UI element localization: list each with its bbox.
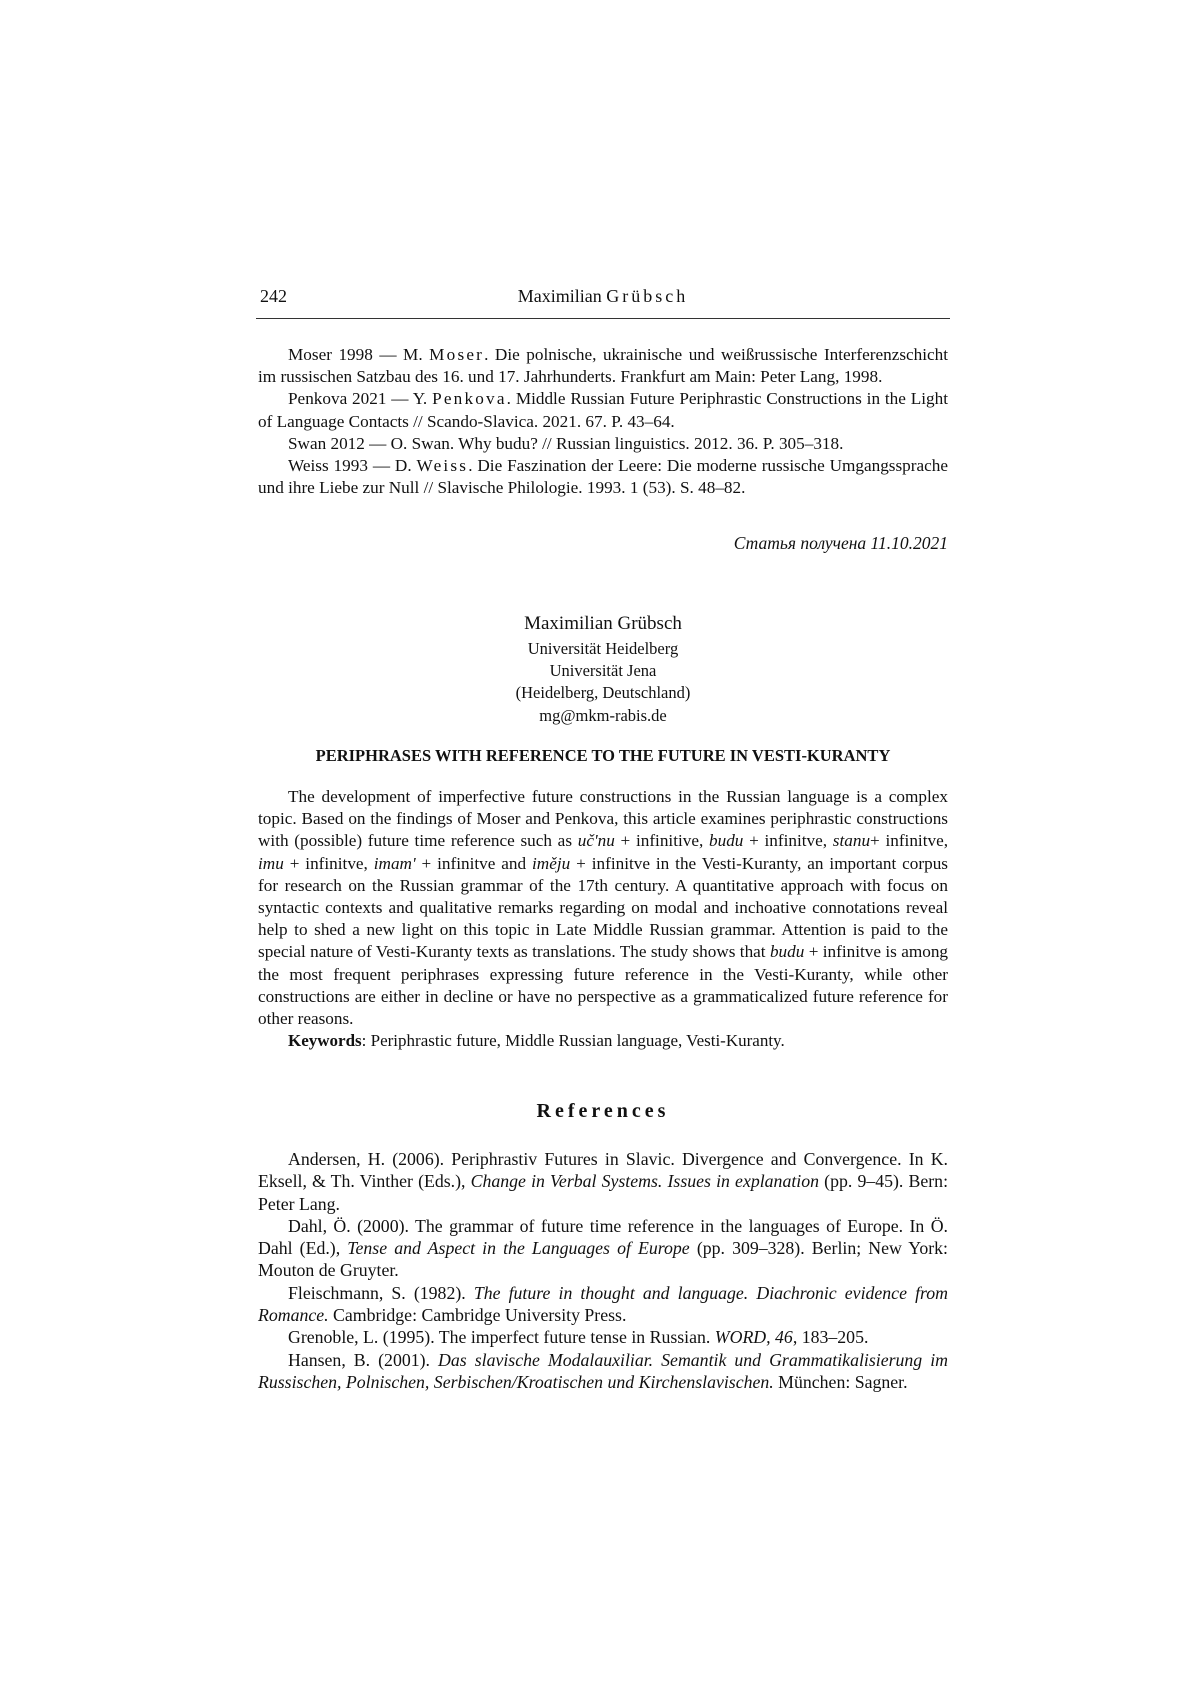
abstract xyxy=(258,786,948,1030)
bib-entry: Penkova 2021 — Y. Penkova. Middle Russian Future Periphrastic Constructions in the Light of Language Contacts // Scando-Slavica. 2021. 67. P. 43–64. xyxy=(258,389,948,431)
affiliation: Universität Heidelberg xyxy=(527,639,679,658)
reference-entry: Dahl, Ö. (2000). The grammar of future time reference in the languages of Europe. In Ö. Dahl (Ed.), Tense and Aspect in the Languages of Europe (pp. 309–328). Berlin; New York: Mouton de Gruyter. xyxy=(258,1215,948,1281)
bib-entry: Swan 2012 — O. Swan. Why budu? // Russian linguistics. 2012. 36. P. 305–318. xyxy=(288,433,844,453)
author-name: Maximilian Grübsch xyxy=(524,613,682,634)
author-email[interactable]: mg@mkm-rabis.de xyxy=(539,705,667,725)
bib-entry: Moser 1998 — M. Moser. Die polnische, ukrainische und weißrussische Interferenzschicht im russischen Satzbau des 16. und 17. Jahrhunderts. Frankfurt am Main: Peter Lang, 1998. xyxy=(258,345,949,387)
bib-entry: Weiss 1993 — D. Weiss. Die Faszination der Leere: Die moderne russische Umgangssprache und ihre Liebe zur Null // Slavische Philologie. 1993. 1 (53). S. 48–82. xyxy=(258,456,948,498)
author-location: (Heidelberg, Deutschland) xyxy=(515,683,691,703)
reference-entry: Grenoble, L. (1995). The imperfect future tense in Russian. WORD, 46, 183–205. xyxy=(288,1327,869,1348)
author-block xyxy=(258,610,948,727)
reference-entry: Hansen, B. (2001). Das slavische Modalauxiliar. Semantik und Grammatikalisierung im Russischen, Polnischen, Serbischen/Kroatischen und Kirchenslavischen. München: Sagner. xyxy=(258,1349,948,1392)
reference-entry: Fleischmann, S. (1982). The future in thought and language. Diachronic evidence from Romance. Cambridge: Cambridge University Press. xyxy=(258,1282,948,1326)
references-list xyxy=(258,1148,948,1393)
running-title-surname: Grübsch xyxy=(606,286,689,306)
abstract-paragraph: The development of imperfective future constructions in the Russian language is a complex topic. Based on the findings of Moser and Penkova, this article examines periphrastic constructions with (possible) future time reference such as uč'nu + infinitive, budu + infinitve, stanu+ infinitve, imu + infinitve, imam' + infinitve and iměju + infinitve in the Vesti-Kuranty, an important corpus for research on the Russian grammar of the 17th century. A quantitative approach with focus on syntactic contexts and qualitative remarks regarding on modal and inchoative connotations reveal help to shed a new light on this topic in Late Middle Russian grammar. Attention is paid to the special nature of Vesti-Kuranty texts as translations. The study shows that budu + infinitve is among the most frequent periphrases expressing future reference in the Vesti-Kuranty, while other constructions are either in decline or have no perspective as a grammaticalized future reference for other reasons. xyxy=(258,787,949,1029)
affiliation: Universität Jena xyxy=(549,661,657,681)
page-number: 242 xyxy=(260,286,287,306)
page-header xyxy=(256,286,950,319)
previous-bibliography xyxy=(258,344,948,499)
article-title: PERIPHRASES WITH REFERENCE TO THE FUTURE IN VESTI-KURANTY xyxy=(315,746,891,765)
keywords xyxy=(288,1031,785,1051)
keywords-label: Keywords xyxy=(288,1031,362,1050)
received-date: Статья получена 11.10.2021 xyxy=(733,533,948,553)
running-title-first: Maximilian xyxy=(517,286,607,306)
references-heading: References xyxy=(536,1100,670,1122)
running-title xyxy=(256,286,950,307)
keywords-text: : Periphrastic future, Middle Russian language, Vesti-Kuranty. xyxy=(361,1031,785,1050)
reference-entry: Andersen, H. (2006). Periphrastiv Futures in Slavic. Divergence and Convergence. In K. Eksell, & Th. Vinther (Eds.), Change in Verbal Systems. Issues in explanation (pp. 9–45). Bern: Peter Lang. xyxy=(258,1149,949,1214)
